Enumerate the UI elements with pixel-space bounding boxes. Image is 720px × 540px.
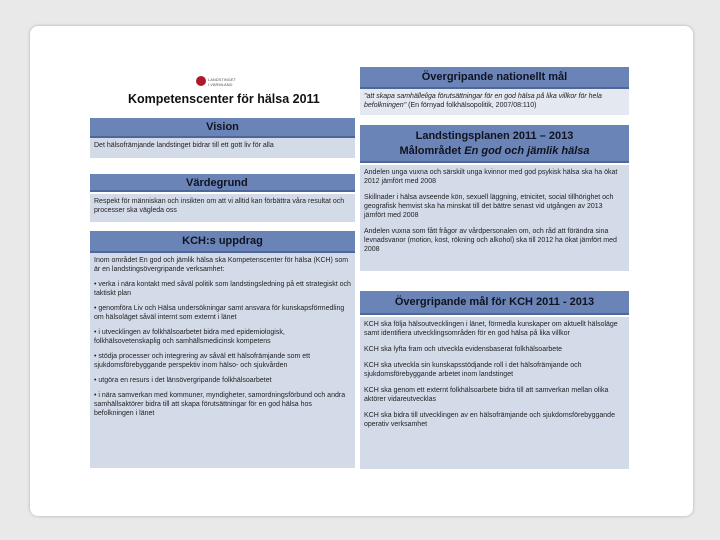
nationellt-source: (En förnyad folkhälsopolitik, 2007/08:110) <box>406 102 537 109</box>
nationellt-box <box>360 89 629 115</box>
landsting-header-line2 <box>360 144 629 159</box>
nationellt-text <box>364 92 625 110</box>
landsting-item: Andelen vuxna som fått frågor av vårdpersonalen om, och råd att förändra sina levnadsvanor (motion, kost, rökning och alkohol) ska till 2012 ha ökat jämfört med 2008 <box>364 228 617 253</box>
uppdrag-item: • stödja processer och integrering av såväl ett hälsofrämjande som ett sjukdomsförebyggande perspektiv inom hälso- och sjukvården <box>94 353 311 369</box>
landsting-header <box>360 125 629 163</box>
kchmal-item: KCH ska följa hälsoutvecklingen i länet, förmedla kunskaper om aktuellt hälsoläge samt identifiera utvecklingsområden för en god hälsa på lika villkor <box>364 321 618 337</box>
nationellt-quote: "att skapa samhälleliga förutsättningar för en god hälsa på lika villkor för hela befolkningen" <box>364 93 602 109</box>
vardegrund-box <box>90 194 355 222</box>
uppdrag-box <box>90 253 355 468</box>
uppdrag-header: KCH:s uppdrag <box>90 231 355 253</box>
vardegrund-header: Värdegrund <box>90 174 355 192</box>
vision-header: Vision <box>90 118 355 138</box>
uppdrag-item: • utgöra en resurs i det länsövergripande folkhälsoarbetet <box>94 377 272 384</box>
uppdrag-item: • genomföra Liv och Hälsa undersökningar samt ansvara för kunskapsförmedling om hälsoläget såväl internt som externt i länet <box>94 305 345 321</box>
kchmal-item: KCH ska utveckla sin kunskapsstödjande roll i det hälsofrämjande och sjukdomsförebyggande arbetet inom landstinget <box>364 362 582 378</box>
page-title: Kompetenscenter för hälsa 2011 <box>128 92 320 106</box>
uppdrag-item: • i nära samverkan med kommuner, myndigheter, samordningsförbund och andra samhällsaktörer bidra till att skapa förutsättningar för en god hälsa hos befolkningen i länet <box>94 392 346 417</box>
kchmal-box <box>360 317 629 469</box>
logo-line2: I VÄRMLAND <box>208 82 233 87</box>
logo-emblem-icon <box>196 76 206 86</box>
kchmal-item: KCH ska lyfta fram och utveckla evidensbaserat folkhälsoarbete <box>364 346 563 353</box>
uppdrag-item: • verka i nära kontakt med såväl politik som landstingsledning på ett strategiskt och taktiskt plan <box>94 281 351 297</box>
logo-line1: LANDSTINGET <box>208 77 237 82</box>
vardegrund-text: Respekt för människan och insikten om att vi alltid kan förbättra våra resultat och processer ska vägleda oss <box>94 198 345 214</box>
landsting-box <box>360 165 629 271</box>
nationellt-header: Övergripande nationellt mål <box>360 67 629 89</box>
kchmal-header: Övergripande mål för KCH 2011 - 2013 <box>360 291 629 315</box>
landsting-header-em: En god och jämlik hälsa <box>464 145 590 157</box>
landsting-header-prefix: Målområdet <box>399 145 465 157</box>
landsting-item: Andelen unga vuxna och särskilt unga kvinnor med god psykisk hälsa ska ha ökat 2012 jämfört med 2008 <box>364 169 618 185</box>
landsting-item: Skillnader i hälsa avseende kön, sexuell läggning, etnicitet, social tillhörighet och geografisk hemvist ska ha minskat till det bättre senast vid utgången av 2013 jämfört med 2008 <box>364 194 614 219</box>
uppdrag-intro: Inom området En god och jämlik hälsa ska Kompetenscenter för hälsa (KCH) som är en landstingsövergripande verksamhet: <box>94 257 349 273</box>
uppdrag-item: • i utvecklingen av folkhälsoarbetet bidra med epidemiologisk, folkhälsovetenskaplig och samhällsmedicinsk kompetens <box>94 329 285 345</box>
kchmal-item: KCH ska genom ett externt folkhälsoarbete bidra till att samverkan mellan olika aktörer vidareutvecklas <box>364 387 609 403</box>
landsting-header-line1: Landstingsplanen 2011 – 2013 <box>415 130 574 142</box>
kchmal-item: KCH ska bidra till utvecklingen av en hälsofrämjande och sjukdomsförebyggande operativ verksamhet <box>364 412 615 428</box>
logo-text <box>208 77 236 87</box>
vision-text: Det hälsofrämjande landstinget bidrar till ett gott liv för alla <box>94 142 274 149</box>
vision-box <box>90 138 355 158</box>
